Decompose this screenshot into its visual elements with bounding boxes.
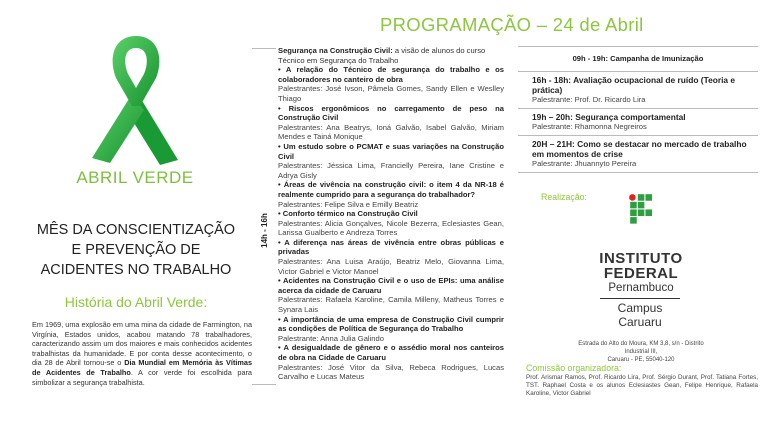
slot-speaker: Palestrante: Jhuannyto Pereira	[532, 159, 637, 168]
talk-speakers: Palestrantes: Ana Beatrys, Ioná Galvão, Isabel Galvão, Miriam Mendes e Tainá Monique	[278, 122, 504, 142]
talk-item	[278, 180, 504, 209]
talks-list	[278, 46, 504, 382]
talk-item	[278, 209, 504, 238]
talk-title: • Conforto térmico na Construção Civil	[278, 209, 504, 219]
ifpe-name	[596, 251, 686, 295]
talk-speakers: Palestrantes: Felipe Silva e Emilly Beatriz	[278, 199, 419, 209]
talk-title: • A importância de uma empresa de Construção Civil cumprir as condições de Política de Segurança do Trabalho	[278, 315, 504, 334]
campus-line-2: Caruaru	[618, 315, 662, 329]
talk-item	[278, 104, 504, 142]
schedule-panel	[518, 46, 758, 173]
campus-divider	[600, 298, 680, 299]
talk-item	[278, 65, 504, 103]
address	[566, 340, 716, 364]
talk-title: • A diferença nas áreas de vivência entre obras públicas e privadas	[278, 238, 504, 257]
program-intro	[278, 46, 504, 65]
awareness-line-1: MÊS DA CONSCIENTIZAÇÃO	[36, 222, 236, 238]
organizer-label: Realização:	[541, 192, 587, 202]
talk-title: • Áreas de vivência na construção civil: o item 4 da NR-18 é realmente cumprido para a segurança do trabalhador?	[278, 180, 504, 199]
history-text-end: . A cor verde foi escolhida para simbolizar a segurança trabalhista.	[32, 367, 252, 387]
brand-name: ABRIL VERDE	[76, 168, 194, 187]
time-slot-label	[252, 200, 276, 260]
campus-line-1: Campus	[617, 301, 663, 315]
talk-speakers: Palestrante: Anna Julia Galindo	[278, 333, 384, 343]
awareness-heading	[20, 220, 252, 280]
schedule-slot	[518, 71, 758, 108]
talk-speakers: Palestrantes: Rafaela Karoline, Camila Milleny, Matheus Torres e Synara Lais	[278, 295, 504, 315]
talk-title: • A relação do Técnico de segurança do trabalho e os colaboradores no canteiro de obra	[278, 65, 504, 84]
talk-title: • A desigualdade de gênero e o assédio moral nos canteiros de obra na Cidade de Caruaru	[278, 343, 504, 362]
ifpe-line-2: FEDERAL	[603, 265, 679, 282]
talk-title: • Riscos ergonômicos no carregamento de peso na Construção Civil	[278, 104, 504, 123]
ifpe-line-3: Pernambuco	[608, 282, 674, 294]
slot-title: 20H – 21H: Como se destacar no mercado de trabalho em momentos de crise	[532, 139, 747, 159]
talk-title: • Um estudo sobre o PCMAT e suas variações na Construção Civil	[278, 142, 504, 161]
slot-title: 19h – 20h: Segurança comportamental	[532, 112, 686, 122]
green-ribbon-icon	[86, 32, 186, 167]
schedule-campaign	[518, 46, 758, 71]
talk-item	[278, 238, 504, 276]
history-title: História do Abril Verde:	[64, 294, 208, 310]
talk-speakers: Palestrantes: Jéssica Lima, Francielly Pereira, Iane Cristine e Adrya Gisly	[278, 161, 504, 180]
program-title: PROGRAMAÇÃO – 24 de Abril	[380, 14, 644, 35]
schedule-slot	[518, 108, 758, 135]
awareness-line-3: ACIDENTES NO TRABALHO	[40, 262, 232, 278]
talk-item	[278, 142, 504, 180]
ifpe-logo-icon	[590, 192, 690, 252]
talk-item	[278, 343, 504, 381]
committee-text: Prof. Arismar Ramos, Prof. Ricardo Lira, Prof. Sérgio Durant, Prof. Tatiana Fortes, TST. Raphael Costa e os alunos Eclesiastes Gean, Felipe Henrique, Rafaela Karoline, Victor Gabriel	[526, 374, 758, 397]
program-intro-bold: Segurança na Construção Civil:	[278, 46, 393, 55]
program-intro-rest: a visão de alunos do curso Técnico em Segurança do Trabalho	[278, 46, 486, 65]
time-slot-text: 14h - 16h	[259, 212, 269, 248]
address-line-2: Caruaru - PE, 55040-120	[607, 357, 675, 363]
talk-item	[278, 276, 504, 314]
talk-speakers: Palestrantes: Alicia Gonçalves, Nicole Bezerra, Eclesiastes Gean, Larissa Gualberto e Andreza Torres	[278, 218, 504, 238]
talk-speakers: Palestrantes: José Ivson, Pâmela Gomes, Sandy Ellen e Weslley Thiago	[278, 84, 504, 103]
slot-speaker: Palestrante: Prof. Dr. Ricardo Lira	[532, 95, 646, 104]
awareness-line-2: E PREVENÇÃO DE	[71, 242, 201, 258]
talk-title: • Acidentes na Construção Civil e o uso de EPIs: uma análise acerca da cidade de Caruaru	[278, 276, 504, 295]
schedule-slot	[518, 135, 758, 173]
history-text-bold: Dia Mundial em Memória às Vítimas de Acidentes de Trabalho	[32, 358, 253, 377]
slot-speaker: Palestrante: Rhamonna Negreiros	[532, 122, 647, 131]
talk-speakers: Palestrantes: José Vitor da Silva, Rebeca Rodrigues, Lucas Carvalho e Lucas Mateus	[278, 362, 504, 382]
campaign-title: 09h - 19h: Campanha de Imunização	[572, 54, 704, 63]
talk-item	[278, 315, 504, 344]
history-text-start: Em 1969, uma explosão em uma mina da cidade de Farmington, na Virgínia, Estados unidos, acabou matando 78 trabalhadores, caracterizando assim um dos maiores e mais conhecidos acidentes trabalhistas da humanidade. E por conta desse acontecimento, o dia 28 de Abril tornou-se o	[32, 320, 252, 368]
campus-name	[596, 301, 684, 329]
address-line-1: Estrada do Alto do Moura, KM 3,8, s/n - Distrito Industrial III,	[578, 341, 704, 355]
talk-speakers: Palestrantes: Ana Luisa Araújo, Beatriz Melo, Giovanna Lima, Victor Gabriel e Victor Manoel	[278, 257, 504, 276]
slot-title: 16h - 18h: Avaliação ocupacional de ruído (Teoria e prática)	[532, 75, 736, 95]
ifpe-line-1: INSTITUTO	[599, 250, 683, 267]
committee-label: Comissão organizadora:	[526, 363, 622, 373]
history-text	[32, 320, 252, 387]
